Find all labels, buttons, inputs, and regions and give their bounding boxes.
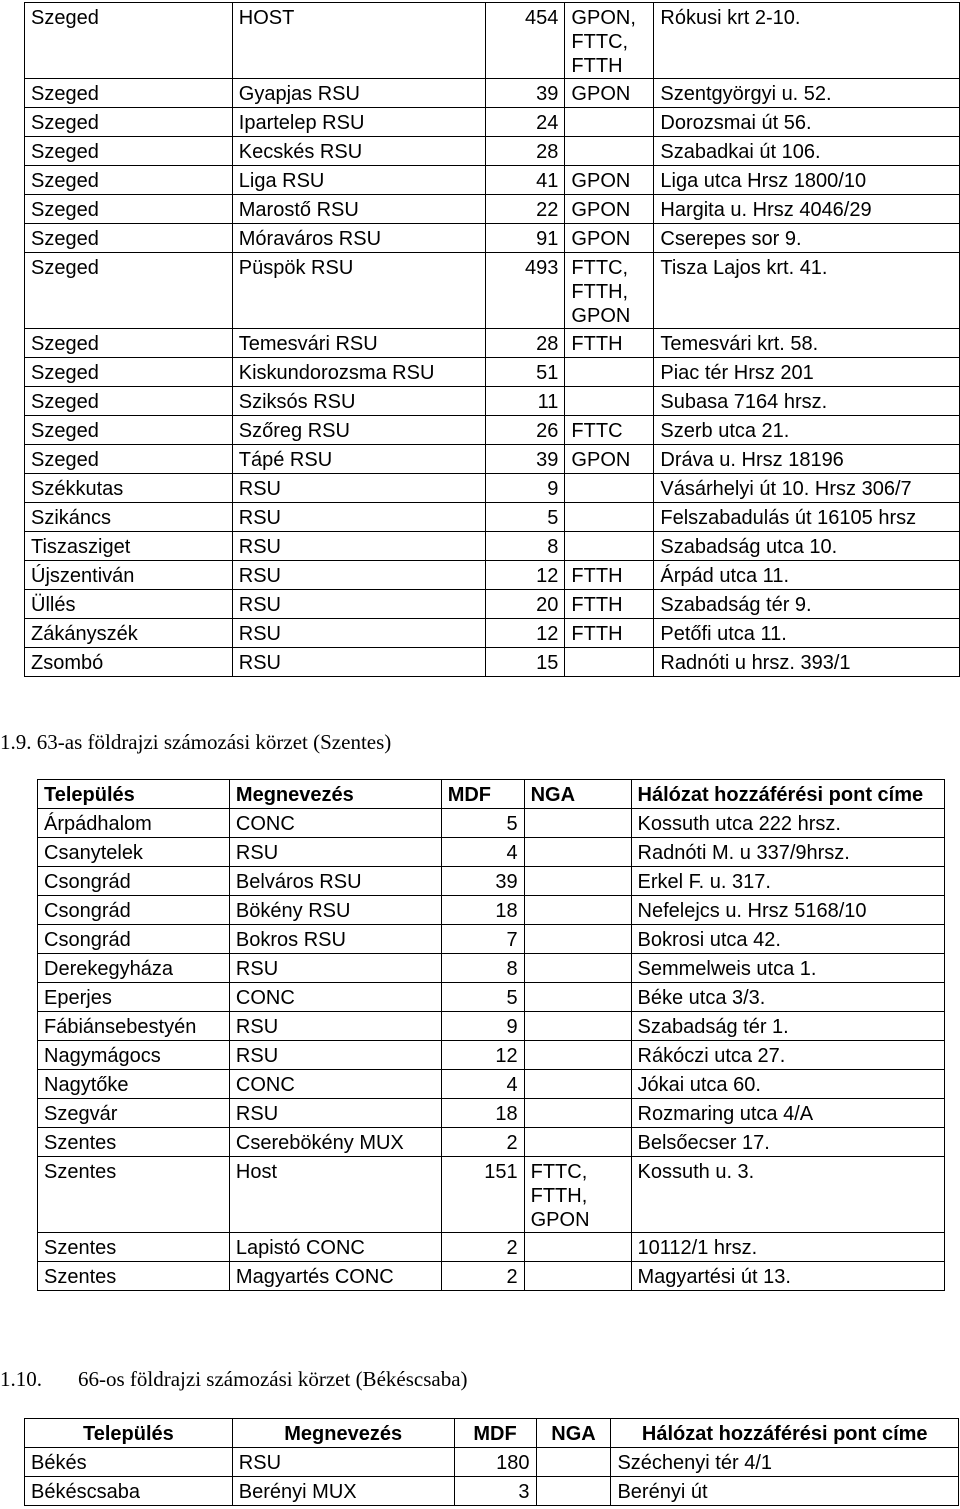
table-row	[38, 1012, 945, 1041]
table-row	[25, 137, 960, 166]
cell-megnevezes: RSU	[229, 954, 441, 983]
table-row	[25, 387, 960, 416]
cell-megnevezes: Belváros RSU	[229, 867, 441, 896]
header-telepules: Település	[25, 1419, 233, 1448]
cell-telepules: Újszentiván	[25, 561, 233, 590]
cell-address: Berényi út	[611, 1477, 959, 1506]
table-body	[25, 1448, 959, 1506]
cell-nga: FTTH	[565, 590, 654, 619]
cell-megnevezes: Host	[229, 1157, 441, 1233]
cell-nga	[565, 387, 654, 416]
cell-megnevezes: Sziksós RSU	[232, 387, 485, 416]
cell-nga: FTTC, FTTH, GPON	[524, 1157, 631, 1233]
cell-address: Radnóti u hrsz. 393/1	[654, 648, 960, 677]
table-row	[38, 896, 945, 925]
cell-address: Szerb utca 21.	[654, 416, 960, 445]
cell-nga: FTTC, FTTH, GPON	[565, 253, 654, 329]
cell-megnevezes: RSU	[229, 1012, 441, 1041]
cell-megnevezes: Bokros RSU	[229, 925, 441, 954]
cell-mdf: 151	[441, 1157, 524, 1233]
cell-mdf: 454	[485, 3, 565, 79]
cell-mdf: 91	[485, 224, 565, 253]
table-row	[25, 253, 960, 329]
cell-mdf: 15	[485, 648, 565, 677]
cell-mdf: 2	[441, 1233, 524, 1262]
table-row	[38, 809, 945, 838]
cell-mdf: 18	[441, 1099, 524, 1128]
cell-nga	[565, 137, 654, 166]
cell-megnevezes: CONC	[229, 1070, 441, 1099]
cell-mdf: 2	[441, 1262, 524, 1291]
cell-address: Dorozsmai út 56.	[654, 108, 960, 137]
cell-mdf: 2	[441, 1128, 524, 1157]
cell-telepules: Szikáncs	[25, 503, 233, 532]
table-row	[25, 195, 960, 224]
cell-mdf: 3	[454, 1477, 536, 1506]
cell-telepules: Szegvár	[38, 1099, 230, 1128]
cell-megnevezes: RSU	[232, 503, 485, 532]
cell-nga	[524, 1233, 631, 1262]
cell-megnevezes: RSU	[229, 838, 441, 867]
cell-nga: GPON, FTTC, FTTH	[565, 3, 654, 79]
cell-address: Rókusi krt 2-10.	[654, 3, 960, 79]
cell-megnevezes: RSU	[232, 532, 485, 561]
cell-mdf: 11	[485, 387, 565, 416]
cell-address: Radnóti M. u 337/9hrsz.	[631, 838, 945, 867]
cell-nga	[524, 1262, 631, 1291]
table-row	[38, 1070, 945, 1099]
cell-address: Cserepes sor 9.	[654, 224, 960, 253]
cell-address: Szabadkai út 106.	[654, 137, 960, 166]
cell-megnevezes: Gyapjas RSU	[232, 79, 485, 108]
cell-mdf: 28	[485, 137, 565, 166]
cell-nga	[524, 925, 631, 954]
cell-nga: GPON	[565, 445, 654, 474]
cell-megnevezes: RSU	[232, 619, 485, 648]
cell-address: Vásárhelyi út 10. Hrsz 306/7	[654, 474, 960, 503]
cell-address: Liga utca Hrsz 1800/10	[654, 166, 960, 195]
table-row	[25, 648, 960, 677]
cell-nga	[565, 474, 654, 503]
cell-megnevezes: Cserebökény MUX	[229, 1128, 441, 1157]
table-row	[38, 838, 945, 867]
cell-address: Belsőecser 17.	[631, 1128, 945, 1157]
table-row	[25, 503, 960, 532]
szeged-network-table	[24, 2, 960, 677]
cell-address: Szabadság utca 10.	[654, 532, 960, 561]
cell-telepules: Szeged	[25, 358, 233, 387]
cell-telepules: Fábiánsebestyén	[38, 1012, 230, 1041]
cell-nga: GPON	[565, 79, 654, 108]
cell-mdf: 7	[441, 925, 524, 954]
cell-address: Kossuth utca 222 hrsz.	[631, 809, 945, 838]
cell-telepules: Csongrád	[38, 867, 230, 896]
cell-telepules: Szeged	[25, 416, 233, 445]
cell-telepules: Szeged	[25, 137, 233, 166]
cell-nga: GPON	[565, 224, 654, 253]
header-address: Hálózat hozzáférési pont címe	[611, 1419, 959, 1448]
cell-mdf: 8	[485, 532, 565, 561]
cell-address: Jókai utca 60.	[631, 1070, 945, 1099]
cell-megnevezes: CONC	[229, 809, 441, 838]
cell-nga	[565, 648, 654, 677]
cell-telepules: Székkutas	[25, 474, 233, 503]
header-mdf: MDF	[441, 780, 524, 809]
cell-address: 10112/1 hrsz.	[631, 1233, 945, 1262]
cell-mdf: 41	[485, 166, 565, 195]
cell-address: Szabadság tér 9.	[654, 590, 960, 619]
section-heading-bekescsaba	[0, 1367, 468, 1392]
cell-megnevezes: Ipartelep RSU	[232, 108, 485, 137]
cell-mdf: 18	[441, 896, 524, 925]
cell-nga	[536, 1448, 611, 1477]
cell-telepules: Békés	[25, 1448, 233, 1477]
cell-mdf: 180	[454, 1448, 536, 1477]
table-row	[38, 1262, 945, 1291]
cell-megnevezes: Püspök RSU	[232, 253, 485, 329]
cell-megnevezes: Lapistó CONC	[229, 1233, 441, 1262]
cell-telepules: Békéscsaba	[25, 1477, 233, 1506]
cell-nga	[524, 954, 631, 983]
cell-address: Széchenyi tér 4/1	[611, 1448, 959, 1477]
bekescsaba-network-table	[24, 1418, 959, 1506]
cell-megnevezes: RSU	[232, 590, 485, 619]
cell-mdf: 12	[485, 561, 565, 590]
cell-mdf: 5	[441, 983, 524, 1012]
table-row	[38, 1041, 945, 1070]
cell-telepules: Szeged	[25, 224, 233, 253]
header-nga: NGA	[536, 1419, 611, 1448]
table-row	[25, 3, 960, 79]
cell-telepules: Szentes	[38, 1128, 230, 1157]
cell-nga	[524, 896, 631, 925]
table-row	[25, 590, 960, 619]
cell-telepules: Szentes	[38, 1262, 230, 1291]
szentes-network-table	[37, 779, 945, 1291]
cell-nga: GPON	[565, 195, 654, 224]
cell-megnevezes: Móraváros RSU	[232, 224, 485, 253]
cell-address: Hargita u. Hrsz 4046/29	[654, 195, 960, 224]
cell-mdf: 39	[485, 445, 565, 474]
cell-nga: FTTC	[565, 416, 654, 445]
table-row	[25, 1477, 959, 1506]
cell-megnevezes: Liga RSU	[232, 166, 485, 195]
cell-megnevezes: Kecskés RSU	[232, 137, 485, 166]
cell-telepules: Derekegyháza	[38, 954, 230, 983]
cell-megnevezes: RSU	[232, 1448, 454, 1477]
table-row	[38, 983, 945, 1012]
cell-megnevezes: RSU	[232, 561, 485, 590]
section-heading-szentes: 1.9. 63-as földrajzi számozási körzet (Szentes)	[0, 730, 392, 754]
cell-megnevezes: RSU	[232, 648, 485, 677]
cell-address: Subasa 7164 hrsz.	[654, 387, 960, 416]
cell-mdf: 4	[441, 838, 524, 867]
section-title: 66-os földrajzi számozási körzet (Békéscsaba)	[78, 1367, 468, 1391]
header-mdf: MDF	[454, 1419, 536, 1448]
table-row	[25, 329, 960, 358]
cell-telepules: Szentes	[38, 1157, 230, 1233]
cell-telepules: Szeged	[25, 166, 233, 195]
cell-mdf: 51	[485, 358, 565, 387]
cell-telepules: Csongrád	[38, 896, 230, 925]
cell-nga	[524, 867, 631, 896]
cell-mdf: 22	[485, 195, 565, 224]
cell-nga	[524, 1070, 631, 1099]
table-row	[38, 867, 945, 896]
cell-address: Rozmaring utca 4/A	[631, 1099, 945, 1128]
cell-nga: GPON	[565, 166, 654, 195]
cell-nga	[524, 838, 631, 867]
cell-address: Bokrosi utca 42.	[631, 925, 945, 954]
table-row	[25, 619, 960, 648]
cell-telepules: Nagymágocs	[38, 1041, 230, 1070]
cell-telepules: Szeged	[25, 195, 233, 224]
cell-nga	[524, 1128, 631, 1157]
cell-telepules: Árpádhalom	[38, 809, 230, 838]
table-row	[38, 925, 945, 954]
cell-address: Erkel F. u. 317.	[631, 867, 945, 896]
cell-address: Petőfi utca 11.	[654, 619, 960, 648]
cell-nga: FTTH	[565, 619, 654, 648]
table-body	[38, 809, 945, 1291]
cell-nga: FTTH	[565, 561, 654, 590]
cell-telepules: Szeged	[25, 108, 233, 137]
cell-mdf: 12	[441, 1041, 524, 1070]
table-row	[25, 416, 960, 445]
cell-telepules: Zákányszék	[25, 619, 233, 648]
cell-telepules: Szeged	[25, 79, 233, 108]
cell-address: Béke utca 3/3.	[631, 983, 945, 1012]
cell-mdf: 5	[485, 503, 565, 532]
table-header-row	[25, 1419, 959, 1448]
cell-telepules: Szentes	[38, 1233, 230, 1262]
cell-address: Árpád utca 11.	[654, 561, 960, 590]
table-row	[38, 954, 945, 983]
cell-telepules: Nagytőke	[38, 1070, 230, 1099]
table-row	[25, 166, 960, 195]
cell-telepules: Csanytelek	[38, 838, 230, 867]
table-row	[38, 1233, 945, 1262]
cell-telepules: Szeged	[25, 387, 233, 416]
cell-nga	[524, 1041, 631, 1070]
cell-address: Piac tér Hrsz 201	[654, 358, 960, 387]
cell-nga: FTTH	[565, 329, 654, 358]
cell-megnevezes: CONC	[229, 983, 441, 1012]
cell-megnevezes: Bökény RSU	[229, 896, 441, 925]
cell-megnevezes: HOST	[232, 3, 485, 79]
cell-mdf: 28	[485, 329, 565, 358]
table-row	[25, 224, 960, 253]
cell-address: Szabadság tér 1.	[631, 1012, 945, 1041]
cell-address: Tisza Lajos krt. 41.	[654, 253, 960, 329]
table-row	[38, 1157, 945, 1233]
cell-address: Temesvári krt. 58.	[654, 329, 960, 358]
cell-nga	[565, 358, 654, 387]
cell-nga	[536, 1477, 611, 1506]
cell-mdf: 493	[485, 253, 565, 329]
cell-mdf: 39	[485, 79, 565, 108]
cell-address: Magyartési út 13.	[631, 1262, 945, 1291]
cell-megnevezes: RSU	[229, 1099, 441, 1128]
cell-nga	[524, 983, 631, 1012]
cell-nga	[524, 1012, 631, 1041]
cell-address: Rákóczi utca 27.	[631, 1041, 945, 1070]
cell-mdf: 39	[441, 867, 524, 896]
cell-megnevezes: Temesvári RSU	[232, 329, 485, 358]
table-row	[25, 474, 960, 503]
cell-mdf: 9	[441, 1012, 524, 1041]
cell-megnevezes: RSU	[229, 1041, 441, 1070]
cell-nga	[524, 1099, 631, 1128]
cell-megnevezes: Szőreg RSU	[232, 416, 485, 445]
cell-mdf: 12	[485, 619, 565, 648]
table-row	[25, 108, 960, 137]
cell-mdf: 26	[485, 416, 565, 445]
cell-telepules: Szeged	[25, 329, 233, 358]
cell-nga	[565, 108, 654, 137]
cell-address: Szentgyörgyi u. 52.	[654, 79, 960, 108]
table-row	[38, 1128, 945, 1157]
cell-address: Dráva u. Hrsz 18196	[654, 445, 960, 474]
cell-telepules: Szeged	[25, 445, 233, 474]
cell-address: Nefelejcs u. Hrsz 5168/10	[631, 896, 945, 925]
cell-mdf: 8	[441, 954, 524, 983]
table-row	[25, 79, 960, 108]
cell-megnevezes: Magyartés CONC	[229, 1262, 441, 1291]
cell-address: Kossuth u. 3.	[631, 1157, 945, 1233]
cell-telepules: Szeged	[25, 3, 233, 79]
cell-megnevezes: Tápé RSU	[232, 445, 485, 474]
table-row	[38, 1099, 945, 1128]
cell-mdf: 5	[441, 809, 524, 838]
table-row	[25, 358, 960, 387]
cell-telepules: Tiszasziget	[25, 532, 233, 561]
table-row	[25, 561, 960, 590]
cell-megnevezes: RSU	[232, 474, 485, 503]
cell-telepules: Üllés	[25, 590, 233, 619]
header-address: Hálózat hozzáférési pont címe	[631, 780, 945, 809]
cell-address: Felszabadulás út 16105 hrsz	[654, 503, 960, 532]
header-telepules: Település	[38, 780, 230, 809]
cell-nga	[524, 809, 631, 838]
cell-megnevezes: Marostő RSU	[232, 195, 485, 224]
cell-address: Semmelweis utca 1.	[631, 954, 945, 983]
cell-telepules: Csongrád	[38, 925, 230, 954]
table-body	[25, 3, 960, 677]
cell-mdf: 4	[441, 1070, 524, 1099]
cell-telepules: Eperjes	[38, 983, 230, 1012]
cell-telepules: Szeged	[25, 253, 233, 329]
cell-nga	[565, 532, 654, 561]
cell-mdf: 24	[485, 108, 565, 137]
header-nga: NGA	[524, 780, 631, 809]
section-number: 1.10.	[0, 1367, 42, 1391]
cell-nga	[565, 503, 654, 532]
cell-mdf: 9	[485, 474, 565, 503]
cell-megnevezes: Berényi MUX	[232, 1477, 454, 1506]
table-header-row	[38, 780, 945, 809]
header-megnevezes: Megnevezés	[229, 780, 441, 809]
header-megnevezes: Megnevezés	[232, 1419, 454, 1448]
cell-telepules: Zsombó	[25, 648, 233, 677]
table-row	[25, 532, 960, 561]
table-row	[25, 1448, 959, 1477]
cell-mdf: 20	[485, 590, 565, 619]
table-row	[25, 445, 960, 474]
cell-megnevezes: Kiskundorozsma RSU	[232, 358, 485, 387]
